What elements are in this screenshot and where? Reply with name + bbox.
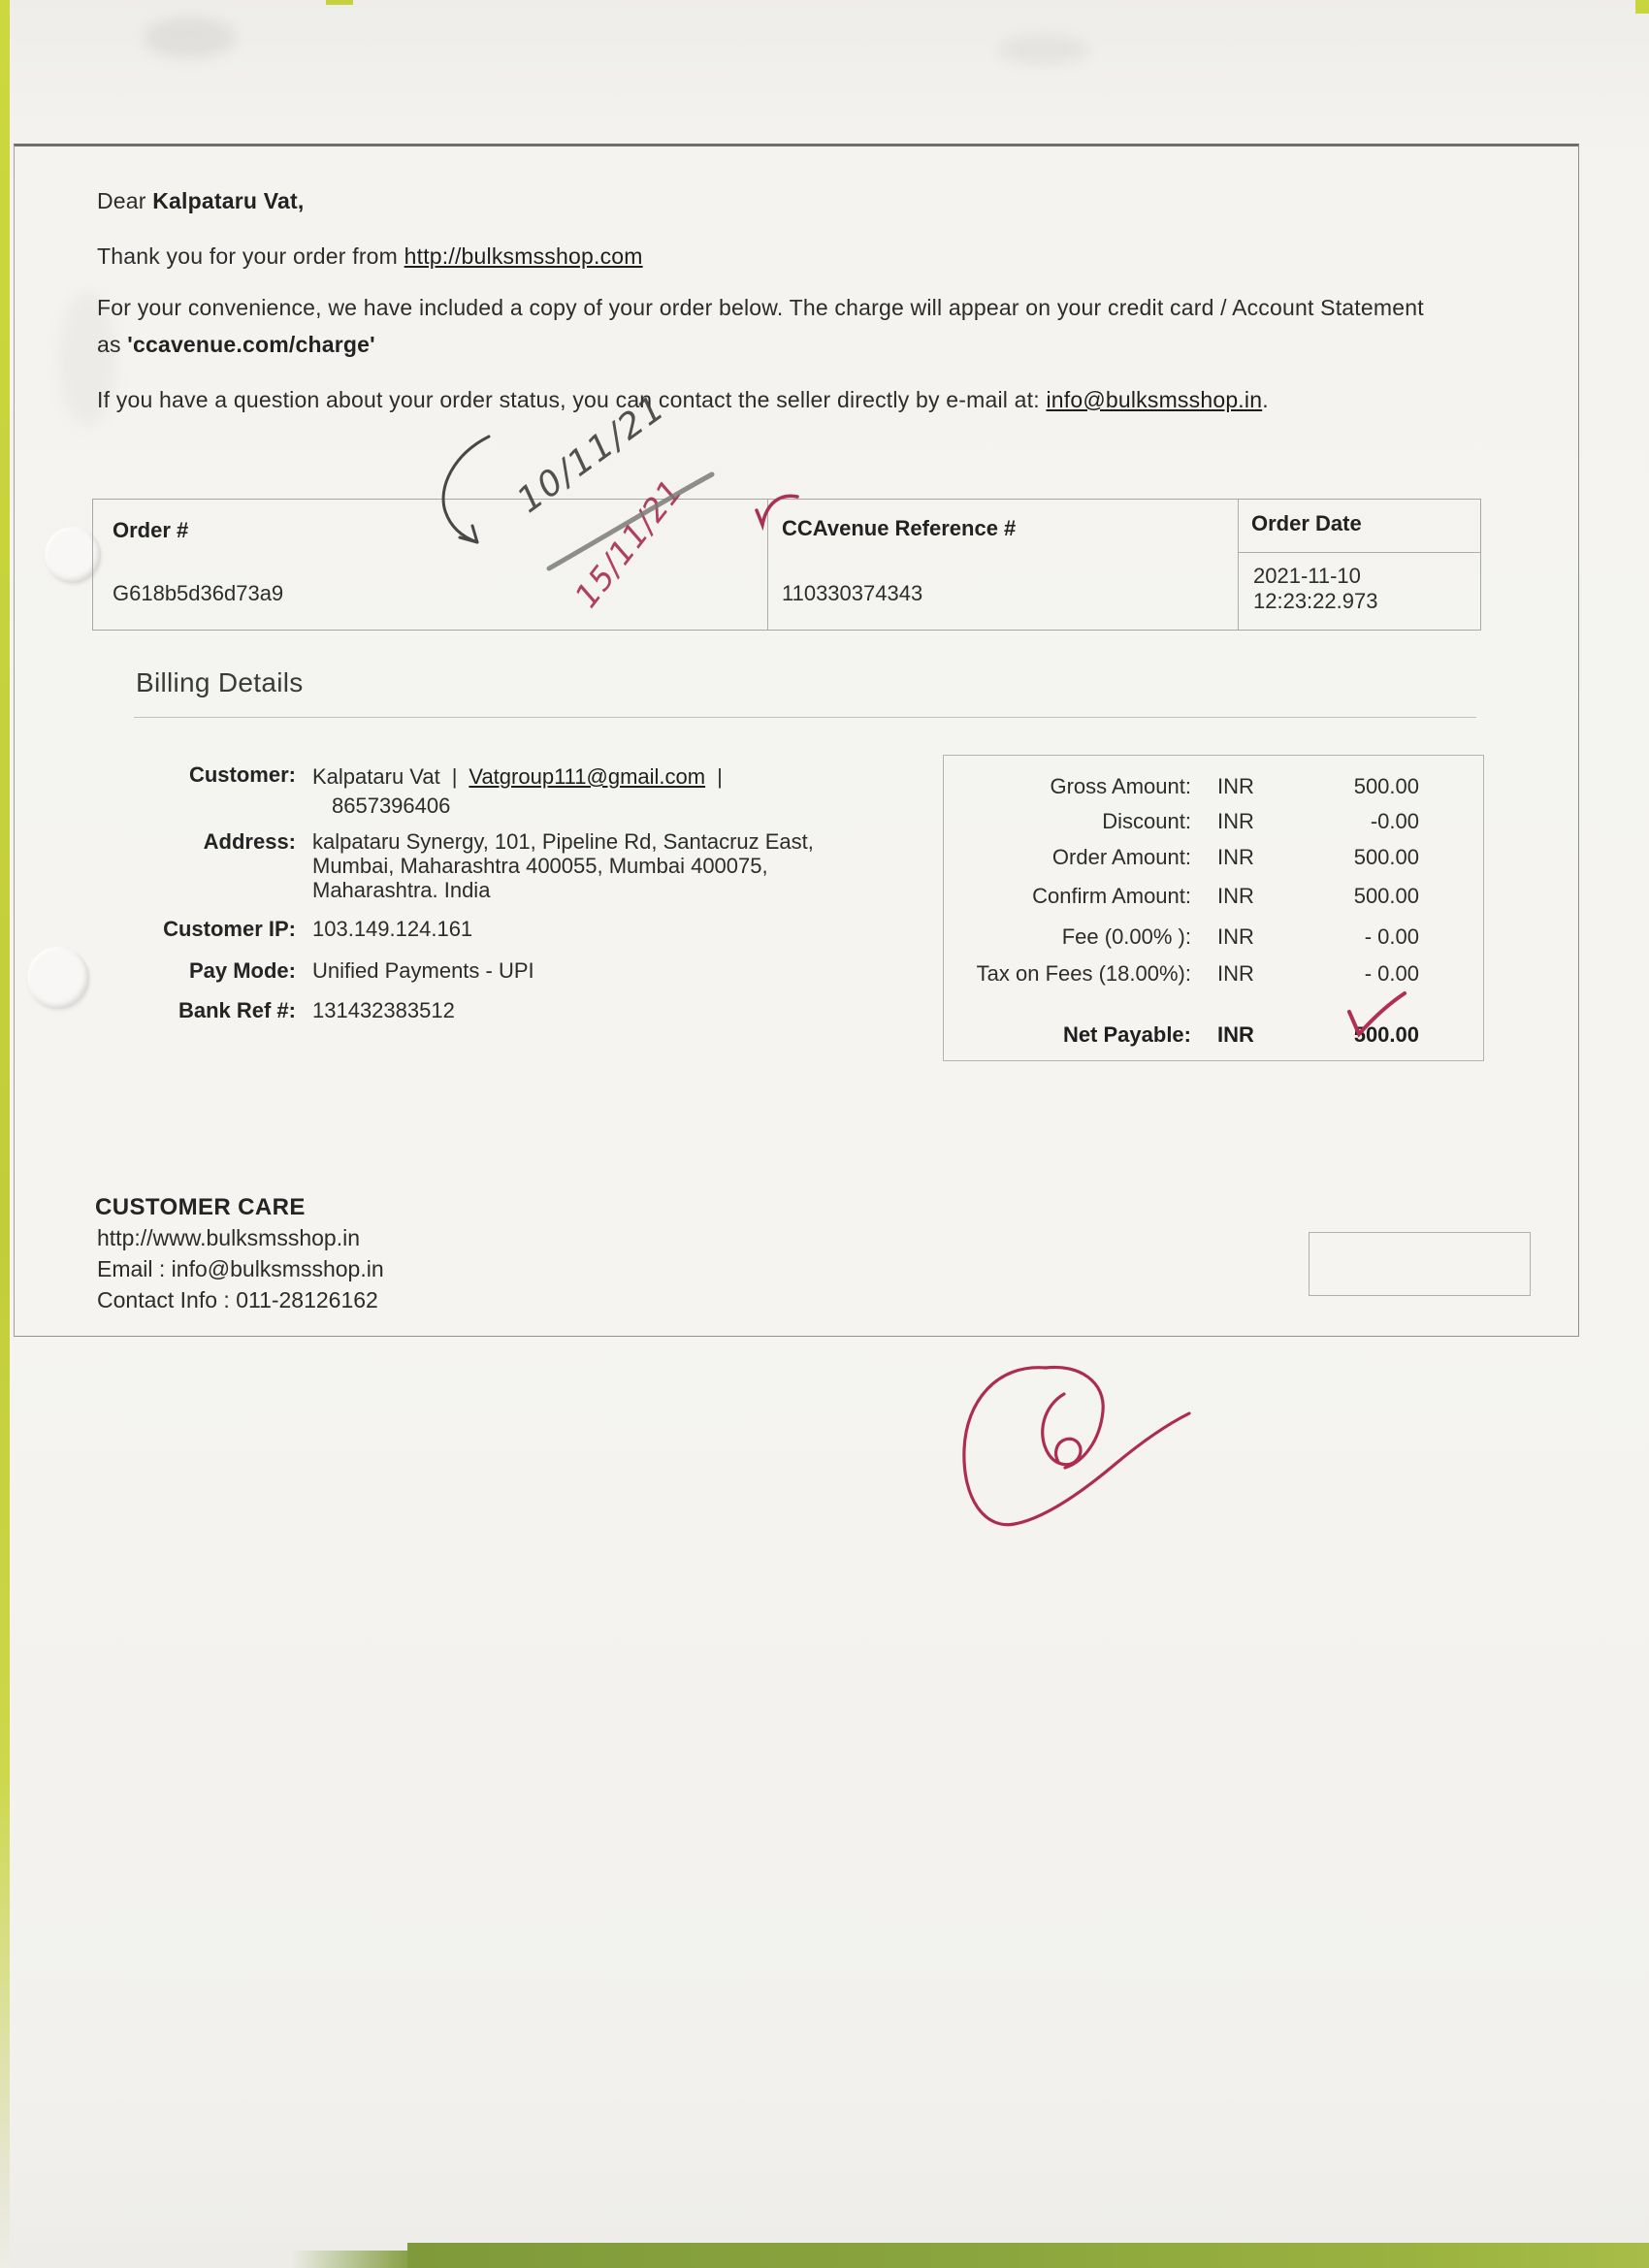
table-column-separator [1238, 500, 1239, 630]
scanner-edge-bottom [407, 2243, 1649, 2268]
order-date-value [1253, 564, 1377, 614]
amount-row-confirm [944, 884, 1483, 909]
thanks-line [97, 243, 643, 270]
order-date-date: 2021-11-10 [1253, 564, 1361, 588]
amount-value: 500.00 [1353, 845, 1419, 869]
customer-name-value: Kalpataru Vat [312, 764, 440, 789]
customer-care-email: Email : info@bulksmsshop.in [97, 1256, 384, 1281]
thanks-prefix: Thank you for your order from [97, 243, 404, 269]
customer-label: Customer: [188, 762, 296, 787]
document-frame [14, 144, 1579, 1337]
customer-ip-label: Customer IP: [163, 917, 296, 941]
amount-value: - 0.00 [1364, 924, 1419, 949]
net-payable-label: Net Payable: [1062, 1022, 1191, 1047]
pay-mode-value: Unified Payments - UPI [312, 958, 534, 983]
question-prefix: If you have a question about your order status, you can contact the seller directly by e-mail at: [97, 387, 1047, 412]
ccavenue-reference-value: 110330374343 [782, 581, 923, 605]
pay-mode-label: Pay Mode: [188, 958, 296, 983]
amount-currency: INR [1217, 924, 1254, 949]
amount-value: - 0.00 [1364, 961, 1419, 986]
billing-divider [134, 717, 1476, 718]
bank-ref-label: Bank Ref #: [178, 998, 296, 1022]
scanner-edge-bottom-fade [291, 2251, 417, 2268]
ccavenue-reference-header: CCAvenue Reference # [782, 516, 1017, 540]
net-payable-row [944, 1022, 1483, 1048]
amount-label: Fee (0.00% ): [1061, 924, 1191, 949]
customer-phone: 8657396406 [332, 794, 451, 818]
amount-value: 500.00 [1353, 774, 1419, 798]
customer-email-link[interactable]: Vatgroup111@gmail.com [469, 764, 706, 789]
convenience-line-1: For your convenience, we have included a copy of your order below. The charge will appear on your credit card / Account Statement [97, 295, 1424, 320]
pipe-separator: | [717, 764, 723, 789]
net-payable-currency: INR [1217, 1022, 1254, 1047]
amount-currency: INR [1217, 774, 1254, 798]
amount-currency: INR [1217, 809, 1254, 833]
convenience-line-2 [97, 331, 375, 358]
blank-stamp-box [1309, 1232, 1531, 1296]
amount-row-gross [944, 774, 1483, 799]
order-number-header: Order # [113, 518, 189, 542]
address-line-3: Maharashtra. India [312, 878, 491, 902]
convenience-line-2-prefix: as [97, 332, 128, 357]
amount-label: Gross Amount: [1050, 774, 1191, 798]
pipe-separator: | [451, 764, 458, 789]
signature-scribble [964, 1367, 1189, 1524]
shop-url-link[interactable]: http://bulksmsshop.com [404, 243, 643, 269]
bank-ref-value: 131432383512 [312, 998, 455, 1022]
amount-row-order [944, 845, 1483, 870]
order-number-value: G618b5d36d73a9 [113, 581, 284, 605]
amount-currency: INR [1217, 961, 1254, 986]
net-payable-value: 500.00 [1353, 1022, 1419, 1047]
question-line [97, 386, 1269, 413]
scan-smudge [144, 17, 236, 58]
amount-value: -0.00 [1370, 809, 1419, 833]
handwritten-date-red: 15/11/21 [566, 471, 691, 615]
customer-care-title: CUSTOMER CARE [95, 1194, 306, 1220]
order-summary-table [92, 499, 1481, 631]
customer-care-contact: Contact Info : 011-28126162 [97, 1287, 378, 1312]
address-value [312, 829, 856, 902]
question-suffix: . [1262, 387, 1269, 412]
customer-care-website: http://www.bulksmsshop.in [97, 1225, 361, 1250]
amount-label: Tax on Fees (18.00%): [976, 961, 1191, 986]
greeting-prefix: Dear [97, 188, 153, 213]
amount-currency: INR [1217, 845, 1254, 869]
amount-row-tax [944, 961, 1483, 987]
customer-ip-value: 103.149.124.161 [312, 917, 473, 941]
scan-smudge [997, 35, 1089, 64]
greeting-customer-name: Kalpataru Vat, [152, 188, 305, 213]
billing-details-title: Billing Details [136, 667, 304, 697]
scanner-edge-left [0, 0, 10, 2268]
amount-row-discount [944, 809, 1483, 834]
amount-label: Confirm Amount: [1032, 884, 1191, 908]
customer-value [312, 762, 894, 821]
greeting-line [97, 187, 304, 214]
amount-value: 500.00 [1353, 884, 1419, 908]
amounts-summary-box [943, 755, 1484, 1061]
handwritten-date-black: 10/11/21 [509, 387, 673, 522]
order-date-header-underline [1238, 552, 1480, 553]
address-label: Address: [203, 829, 296, 854]
scanner-edge-top-mark [326, 0, 353, 5]
order-date-header: Order Date [1251, 511, 1362, 535]
amount-label: Order Amount: [1051, 845, 1191, 869]
amount-currency: INR [1217, 884, 1254, 908]
amount-label: Discount: [1102, 809, 1191, 833]
scanner-edge-top-right-mark [1635, 0, 1649, 14]
address-line-1: kalpataru Synergy, 101, Pipeline Rd, Santacruz East, [312, 829, 814, 854]
address-line-2: Mumbai, Maharashtra 400055, Mumbai 400075, [312, 854, 768, 878]
charge-descriptor: 'ccavenue.com/charge' [127, 332, 375, 357]
table-column-separator [767, 500, 768, 630]
seller-email-link[interactable]: info@bulksmsshop.in [1046, 387, 1263, 412]
order-date-time: 12:23:22.973 [1253, 589, 1378, 613]
amount-row-fee [944, 924, 1483, 950]
